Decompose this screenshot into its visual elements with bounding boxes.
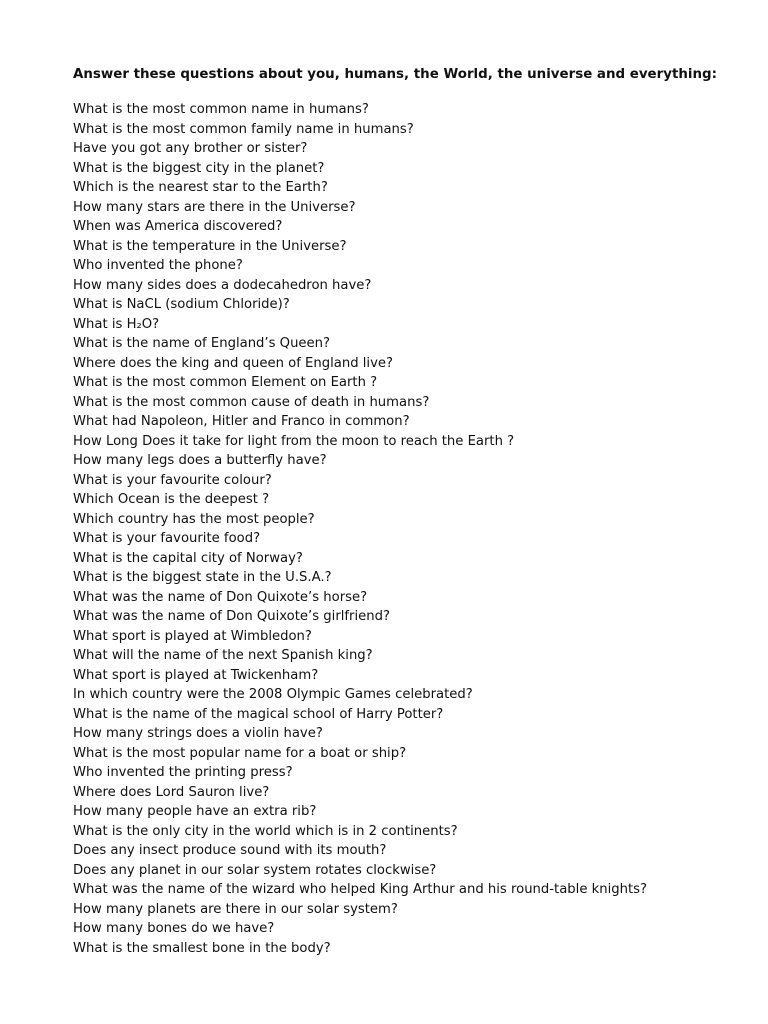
question-item: What is NaCL (sodium Chloride)? <box>73 297 290 312</box>
question-item: What will the name of the next Spanish king? <box>73 648 373 663</box>
question-item: What is the temperature in the Universe? <box>73 238 347 254</box>
question-item: How many sides does a dodecahedron have? <box>73 277 372 293</box>
question-item: What is your favourite food? <box>73 531 261 546</box>
question-list <box>73 100 733 958</box>
question-item: What was the name of Don Quixote’s horse? <box>73 589 368 605</box>
question-item: How many people have an extra rib? <box>73 804 317 819</box>
question-item: What was the name of the wizard who helped King Arthur and his round-table knights? <box>73 882 648 897</box>
question-item: When was America discovered? <box>73 219 283 234</box>
question-item: Which country has the most people? <box>73 511 315 527</box>
question-item: What was the name of Don Quixote’s girlfriend? <box>73 609 390 624</box>
question-item: In which country were the 2008 Olympic Games celebrated? <box>73 687 473 702</box>
question-item: What is your favourite colour? <box>73 472 272 488</box>
page-title: Answer these questions about you, humans, the World, the universe and everything: <box>73 67 717 82</box>
question-item: What is the biggest state in the U.S.A.? <box>73 570 332 585</box>
question-item: What is the most common cause of death in humans? <box>73 394 430 410</box>
question-item: What is the most common name in humans? <box>73 102 369 117</box>
question-item: Have you got any brother or sister? <box>73 141 308 156</box>
question-item: How many strings does a violin have? <box>73 726 323 741</box>
question-item: How many bones do we have? <box>73 921 275 936</box>
question-item: Which Ocean is the deepest ? <box>73 492 270 507</box>
question-item: Does any insect produce sound with its mouth? <box>73 843 387 858</box>
question-item: Which is the nearest star to the Earth? <box>73 180 328 195</box>
question-item: What is H₂O? <box>73 316 160 332</box>
question-item: How many stars are there in the Universe? <box>73 199 356 215</box>
question-item: How many legs does a butterfly have? <box>73 453 327 468</box>
question-item: What is the most common family name in humans? <box>73 121 414 137</box>
question-item: How Long Does it take for light from the moon to reach the Earth ? <box>73 433 515 449</box>
question-item: What is the capital city of Norway? <box>73 550 303 566</box>
question-item: What is the biggest city in the planet? <box>73 160 325 176</box>
question-item: Where does Lord Sauron live? <box>73 784 270 800</box>
question-item: Who invented the printing press? <box>73 765 293 780</box>
question-item: What sport is played at Wimbledon? <box>73 628 312 644</box>
question-item: What sport is played at Twickenham? <box>73 667 319 683</box>
document-content <box>73 67 733 958</box>
question-item: What had Napoleon, Hitler and Franco in common? <box>73 414 410 429</box>
question-item: Where does the king and queen of England live? <box>73 355 394 371</box>
question-item: How many planets are there in our solar system? <box>73 901 398 917</box>
question-item: What is the most popular name for a boat or ship? <box>73 745 407 761</box>
question-item: What is the name of the magical school of Harry Potter? <box>73 706 444 722</box>
question-item: Who invented the phone? <box>73 258 243 273</box>
question-item: What is the name of England’s Queen? <box>73 336 331 351</box>
question-item: What is the most common Element on Earth ? <box>73 375 378 390</box>
question-item: What is the only city in the world which is in 2 continents? <box>73 823 458 839</box>
question-item: What is the smallest bone in the body? <box>73 940 331 956</box>
question-item: Does any planet in our solar system rotates clockwise? <box>73 862 437 878</box>
